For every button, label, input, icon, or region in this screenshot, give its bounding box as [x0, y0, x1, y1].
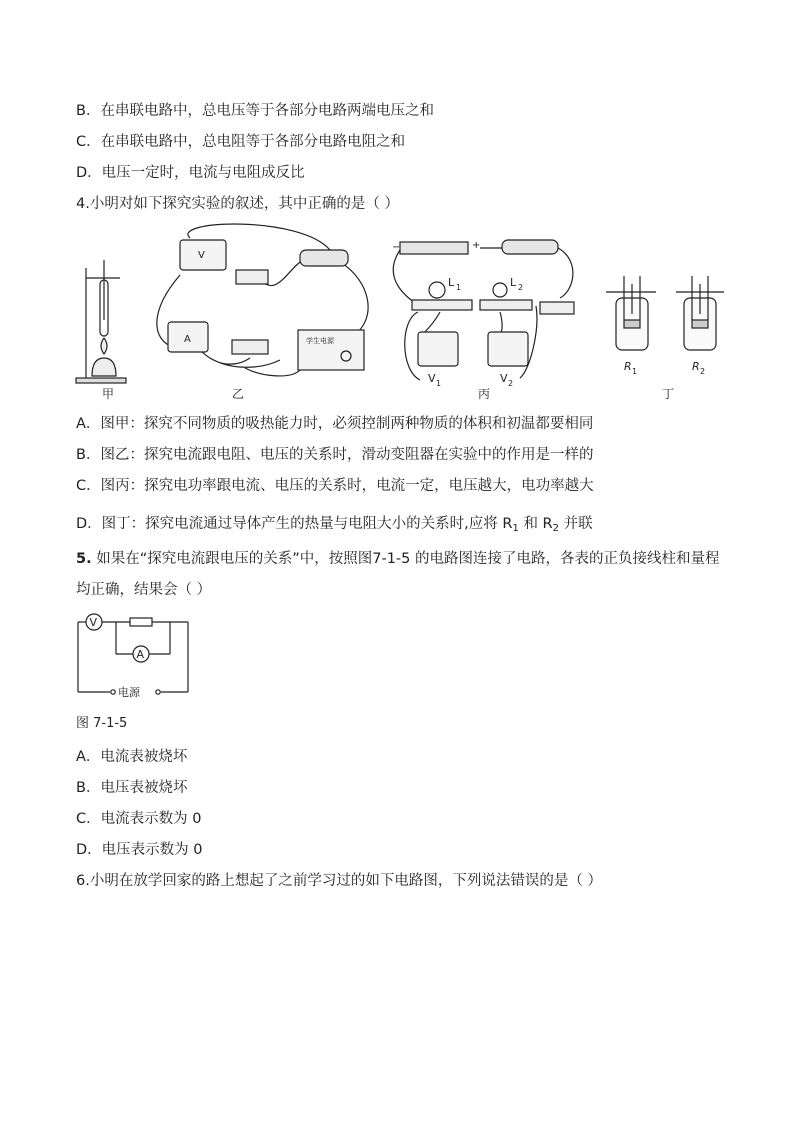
bulb-l1-icon [429, 282, 445, 298]
q5-stem-line1: 5. 如果在“探究电流跟电压的关系”中，按照图7-1-5 的电路图连接了电路，各表的正负接线柱和量程 [76, 551, 720, 567]
terminal-icon [156, 690, 160, 694]
svg-text:L: L [510, 276, 517, 289]
power-supply-label: 学生电源 [306, 337, 334, 345]
svg-text:R: R [692, 360, 700, 373]
figure-caption-ding: 丁 [662, 387, 675, 401]
rheostat-icon [300, 250, 348, 266]
svg-text:1: 1 [456, 283, 462, 292]
q4-option-c: C．图丙：探究电功率跟电流、电压的关系时，电流一定，电压越大，电功率越大 [76, 478, 594, 494]
svg-text:V: V [500, 372, 508, 385]
figure-caption-jia: 甲 [102, 387, 115, 401]
switch-icon [540, 302, 574, 314]
q4-figure [0, 220, 794, 410]
svg-text:2: 2 [700, 367, 706, 376]
terminal-icon [111, 690, 115, 694]
figure-caption-bing: 丙 [478, 387, 491, 401]
q3-option-d: D．电压一定时，电流与电阻成反比 [76, 165, 305, 181]
knife-switch-icon [236, 270, 268, 284]
q5-circuit-diagram [72, 610, 202, 698]
figure-ding-flasks [606, 276, 724, 401]
resistor-icon [130, 618, 152, 626]
q3-option-b: B．在串联电路中，总电压等于各部分电路两端电压之和 [76, 103, 434, 119]
svg-text:L: L [448, 276, 455, 289]
svg-text:2: 2 [518, 283, 524, 292]
figure-yi-circuit [157, 224, 368, 401]
q4-stem: 4.小明对如下探究实验的叙述，其中正确的是（ ） [76, 196, 399, 212]
q5-stem-line2: 均正确，结果会（ ） [76, 582, 212, 598]
q5-option-a: A．电流表被烧坏 [76, 749, 188, 765]
svg-text:−: − [392, 242, 401, 253]
q4-option-b: B．图乙：探究电流跟电阻、电压的关系时，滑动变阻器在实验中的作用是一样的 [76, 447, 594, 463]
q6-stem: 6.小明在放学回家的路上想起了之前学习过的如下电路图，下列说法错误的是（ ） [76, 873, 602, 889]
figure-bing-circuit [392, 240, 574, 401]
svg-text:A: A [136, 648, 145, 661]
rheostat-icon [502, 240, 558, 254]
figure-caption-yi: 乙 [232, 387, 245, 401]
svg-text:V: V [89, 616, 98, 629]
q3-option-c: C．在串联电路中，总电阻等于各部分电路电阻之和 [76, 134, 406, 150]
svg-text:2: 2 [508, 379, 514, 388]
q4-option-d: D．图丁：探究电流通过导体产生的热量与电阻大小的关系时,应将 $R_1$ 和 $R_2$ 并联 [76, 516, 593, 534]
q5-option-c: C．电流表示数为 0 [76, 811, 202, 827]
svg-text:A: A [184, 334, 191, 345]
svg-text:V: V [198, 250, 205, 261]
power-source-label: 电源 [118, 686, 140, 698]
battery-icon [400, 242, 468, 254]
q5-option-b: B．电压表被烧坏 [76, 780, 188, 796]
q5-figure-caption: 图 7-1-5 [76, 716, 128, 731]
voltmeter-v1-icon [418, 332, 458, 366]
switch-icon [232, 340, 268, 354]
bulb-l2-icon [493, 283, 507, 297]
svg-text:R: R [624, 360, 632, 373]
voltmeter-v2-icon [488, 332, 528, 366]
svg-text:1: 1 [436, 379, 442, 388]
svg-text:V: V [428, 372, 436, 385]
q5-option-d: D．电压表示数为 0 [76, 842, 203, 858]
svg-text:1: 1 [632, 367, 638, 376]
svg-text:+: + [472, 240, 481, 251]
q4-option-a: A．图甲：探究不同物质的吸热能力时，必须控制两种物质的体积和初温都要相同 [76, 416, 594, 432]
power-supply-icon [298, 330, 364, 370]
figure-jia-heating-apparatus [76, 260, 126, 401]
